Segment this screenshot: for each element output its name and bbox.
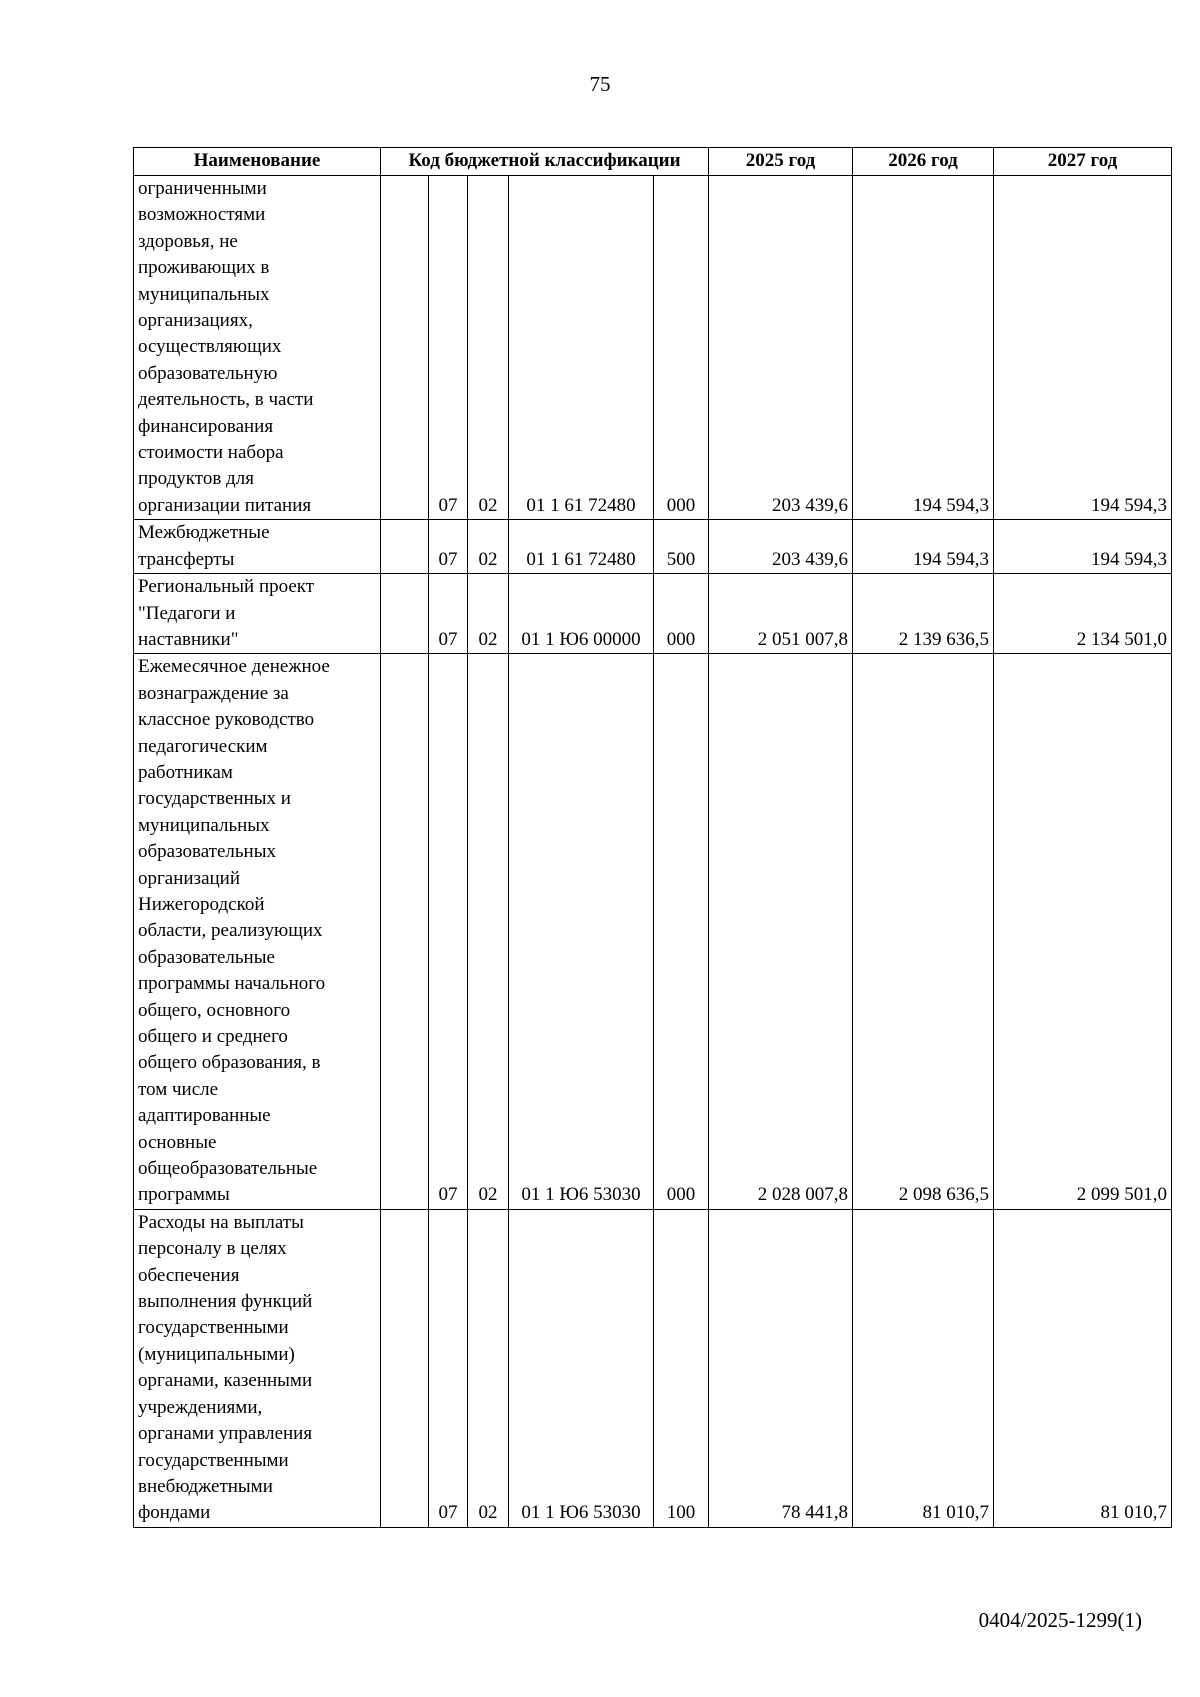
row-name-line: возможностями: [138, 204, 266, 226]
page-number: 75: [589, 72, 611, 96]
code-subsection: 02: [468, 176, 509, 520]
table-row: [134, 520, 1172, 574]
code-subsection: 02: [468, 654, 509, 1210]
amount-2027: 2 134 501,0: [994, 574, 1172, 654]
row-name-line: финансирования: [138, 415, 274, 437]
row-name-line: органами, казенными: [138, 1370, 313, 1392]
row-name-line: общеобразовательные: [138, 1158, 318, 1180]
row-name-line: организации питания: [138, 494, 312, 516]
row-name-line: ограниченными: [138, 178, 267, 199]
amount-2026: 2 139 636,5: [853, 574, 994, 654]
row-name-line: образовательных: [138, 841, 276, 863]
row-name-line: осуществляющих: [138, 336, 282, 358]
row-name-line: общего и среднего: [138, 1026, 288, 1047]
code-section: 07: [429, 654, 468, 1210]
row-name-line: государственными: [138, 1317, 289, 1339]
row-name: [134, 654, 381, 1210]
row-name-line: наставники": [138, 628, 239, 650]
code-subsection: 02: [468, 1209, 509, 1527]
amount-2025: 203 439,6: [709, 176, 853, 520]
row-name-line: образовательную: [138, 362, 278, 384]
row-name-line: муниципальных: [138, 283, 270, 305]
row-name-line: Межбюджетные: [138, 522, 270, 544]
amount-2026: 194 594,3: [853, 520, 994, 574]
row-name-line: общего, основного: [138, 999, 291, 1021]
code-blank: [381, 176, 429, 520]
code-expense-type: 100: [654, 1209, 709, 1527]
row-name-line: стоимости набора: [138, 442, 284, 464]
header-code: Код бюджетной классификации: [381, 148, 709, 176]
row-name-line: организаций: [138, 867, 241, 889]
code-blank: [381, 520, 429, 574]
code-subsection: 02: [468, 574, 509, 654]
code-blank: [381, 654, 429, 1210]
row-name-line: внебюджетными: [138, 1475, 273, 1497]
code-blank: [381, 574, 429, 654]
row-name-line: Ежемесячное денежное: [138, 656, 330, 678]
table-row: [134, 654, 1172, 1210]
header-2025: 2025 год: [709, 148, 853, 176]
row-name-line: фондами: [138, 1502, 211, 1524]
row-name: [134, 574, 381, 654]
row-name-line: учреждениями,: [138, 1396, 263, 1418]
row-name-line: педагогическим: [138, 735, 268, 757]
row-name: [134, 1209, 381, 1527]
row-name-line: муниципальных: [138, 814, 270, 836]
code-expense-type: 000: [654, 574, 709, 654]
row-name-line: работникам: [138, 761, 233, 783]
code-section: 07: [429, 1209, 468, 1527]
row-name-line: (муниципальными): [138, 1343, 295, 1365]
row-name-line: программы начального: [138, 973, 326, 995]
row-name-line: том числе: [138, 1078, 219, 1100]
row-name-line: Региональный проект: [138, 576, 315, 598]
row-name-line: классное руководство: [138, 709, 315, 731]
row-name-line: проживающих в: [138, 257, 270, 279]
code-target-article: 01 1 Ю6 00000: [509, 574, 654, 654]
table-row: [134, 176, 1172, 520]
amount-2025: 78 441,8: [709, 1209, 853, 1527]
row-name-line: образовательные: [138, 946, 275, 968]
amount-2027: 194 594,3: [994, 176, 1172, 520]
row-name-line: государственных и: [138, 788, 291, 810]
code-section: 07: [429, 520, 468, 574]
amount-2025: 203 439,6: [709, 520, 853, 574]
amount-2026: 194 594,3: [853, 176, 994, 520]
amount-2027: 194 594,3: [994, 520, 1172, 574]
row-name-line: основные: [138, 1131, 217, 1153]
row-name-line: продуктов для: [138, 468, 254, 490]
row-name-line: здоровья, не: [138, 230, 238, 252]
row-name: [134, 520, 381, 574]
amount-2027: 2 099 501,0: [994, 654, 1172, 1210]
row-name-line: трансферты: [138, 548, 235, 570]
code-section: 07: [429, 574, 468, 654]
row-name-line: общего образования, в: [138, 1052, 321, 1074]
row-name-line: государственными: [138, 1449, 289, 1471]
row-name: [134, 176, 381, 520]
table-row: [134, 1209, 1172, 1527]
row-name-line: "Педагоги и: [138, 602, 236, 624]
code-target-article: 01 1 61 72480: [509, 176, 654, 520]
row-name-line: области, реализующих: [138, 920, 323, 942]
row-name-line: организациях,: [138, 310, 253, 332]
row-name-line: органами управления: [138, 1423, 313, 1445]
amount-2026: 2 098 636,5: [853, 654, 994, 1210]
row-name-line: программы: [138, 1184, 230, 1206]
code-expense-type: 000: [654, 654, 709, 1210]
code-subsection: 02: [468, 520, 509, 574]
row-name-line: выполнения функций: [138, 1291, 313, 1313]
code-expense-type: 000: [654, 176, 709, 520]
row-name-line: обеспечения: [138, 1264, 240, 1286]
header-2027: 2027 год: [994, 148, 1172, 176]
row-name-line: Нижегородской: [138, 893, 265, 915]
header-2026: 2026 год: [853, 148, 994, 176]
row-name-line: вознаграждение за: [138, 682, 289, 704]
row-name-line: персоналу в целях: [138, 1238, 287, 1260]
header-name: Наименование: [134, 148, 381, 176]
amount-2027: 81 010,7: [994, 1209, 1172, 1527]
code-section: 07: [429, 176, 468, 520]
document-id: 0404/2025-1299(1): [978, 1608, 1142, 1632]
amount-2026: 81 010,7: [853, 1209, 994, 1527]
budget-table: [133, 147, 1172, 1528]
row-name-line: деятельность, в части: [138, 389, 314, 411]
code-target-article: 01 1 61 72480: [509, 520, 654, 574]
amount-2025: 2 028 007,8: [709, 654, 853, 1210]
code-target-article: 01 1 Ю6 53030: [509, 654, 654, 1210]
code-expense-type: 500: [654, 520, 709, 574]
row-name-line: адаптированные: [138, 1105, 271, 1127]
code-blank: [381, 1209, 429, 1527]
table-row: [134, 574, 1172, 654]
header-row: [134, 148, 1172, 176]
amount-2025: 2 051 007,8: [709, 574, 853, 654]
row-name-line: Расходы на выплаты: [138, 1211, 304, 1233]
code-target-article: 01 1 Ю6 53030: [509, 1209, 654, 1527]
